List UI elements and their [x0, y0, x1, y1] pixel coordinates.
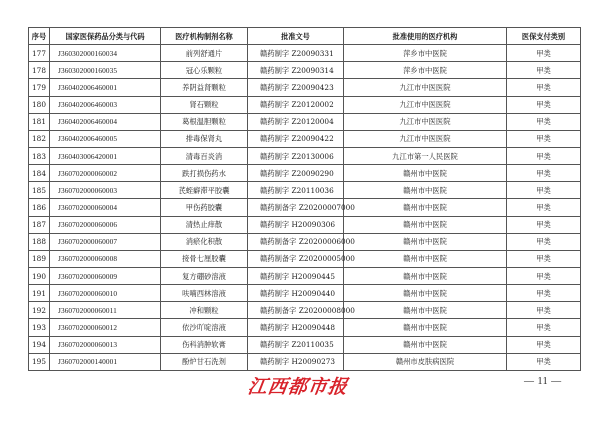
table-row [29, 336, 581, 353]
cell-approval-number: 赣药制字 Z20130006 [248, 147, 344, 164]
page-number: — 11 — [524, 376, 562, 387]
cell-code: J360702000060007 [50, 233, 161, 250]
cell-payment-category: 甲类 [507, 147, 581, 164]
cell-seq: 177 [29, 45, 50, 62]
cell-preparation-name: 呋喃西林溶液 [161, 285, 248, 302]
cell-payment-category: 甲类 [507, 250, 581, 267]
cell-payment-category: 甲类 [507, 113, 581, 130]
header-approval-number: 批准文号 [248, 28, 344, 45]
cell-institution: 赣州市中医院 [344, 285, 507, 302]
cell-seq: 180 [29, 96, 50, 113]
cell-code: J360702000140001 [50, 353, 161, 370]
cell-preparation-name: 葛根温胆颗粒 [161, 113, 248, 130]
table-row [29, 216, 581, 233]
cell-institution: 赣州市皮肤病医院 [344, 353, 507, 370]
table-row [29, 96, 581, 113]
cell-payment-category: 甲类 [507, 182, 581, 199]
table-row [29, 250, 581, 267]
cell-code: J360302000160035 [50, 62, 161, 79]
table-row [29, 165, 581, 182]
cell-seq: 190 [29, 267, 50, 284]
table-body [29, 45, 581, 371]
cell-seq: 189 [29, 250, 50, 267]
table-header-row [29, 28, 581, 45]
table-row [29, 147, 581, 164]
cell-approval-number: 赣药制字 H20090273 [248, 353, 344, 370]
cell-approval-number: 赣药制字 H20090448 [248, 319, 344, 336]
cell-institution: 赣州市中医院 [344, 336, 507, 353]
cell-preparation-name: 接骨七厘胶囊 [161, 250, 248, 267]
cell-code: J360302000160034 [50, 45, 161, 62]
cell-approval-number: 赣药制字 Z20090331 [248, 45, 344, 62]
cell-institution: 九江市中医医院 [344, 79, 507, 96]
cell-payment-category: 甲类 [507, 336, 581, 353]
cell-institution: 九江市中医医院 [344, 96, 507, 113]
cell-preparation-name: 酚炉甘石洗剂 [161, 353, 248, 370]
cell-payment-category: 甲类 [507, 96, 581, 113]
cell-preparation-name: 排毒保肾丸 [161, 130, 248, 147]
cell-seq: 185 [29, 182, 50, 199]
newspaper-logo: 江西都市报 [246, 376, 350, 398]
cell-approval-number: 赣药制字 Z20120002 [248, 96, 344, 113]
cell-code: J360702000060009 [50, 267, 161, 284]
cell-approval-number: 赣药制字 Z20120004 [248, 113, 344, 130]
cell-institution: 九江市第一人民医院 [344, 147, 507, 164]
cell-seq: 191 [29, 285, 50, 302]
cell-code: J360702000060002 [50, 165, 161, 182]
cell-approval-number: 赣药制字 H20090440 [248, 285, 344, 302]
table-row [29, 182, 581, 199]
header-code: 国家医保药品分类与代码 [50, 28, 161, 45]
cell-approval-number: 赣药制字 H20090306 [248, 216, 344, 233]
cell-seq: 192 [29, 302, 50, 319]
table-row [29, 130, 581, 147]
cell-institution: 赣州市中医院 [344, 302, 507, 319]
cell-code: J360702000060004 [50, 199, 161, 216]
cell-code: J360702000060011 [50, 302, 161, 319]
cell-approval-number: 赣药制备字 Z20200007000 [248, 199, 344, 216]
cell-institution: 萍乡市中医院 [344, 45, 507, 62]
table-row [29, 79, 581, 96]
cell-preparation-name: 清毒百炎消 [161, 147, 248, 164]
cell-code: J360702000060003 [50, 182, 161, 199]
cell-payment-category: 甲类 [507, 165, 581, 182]
cell-seq: 182 [29, 130, 50, 147]
cell-preparation-name: 养阴益肾颗粒 [161, 79, 248, 96]
cell-preparation-name: 消瘀化积散 [161, 233, 248, 250]
table-row [29, 113, 581, 130]
table-row [29, 199, 581, 216]
cell-preparation-name: 肾石颗粒 [161, 96, 248, 113]
cell-seq: 183 [29, 147, 50, 164]
cell-institution: 赣州市中医院 [344, 199, 507, 216]
cell-seq: 195 [29, 353, 50, 370]
table-row [29, 285, 581, 302]
cell-payment-category: 甲类 [507, 199, 581, 216]
cell-payment-category: 甲类 [507, 45, 581, 62]
cell-code: J360702000060012 [50, 319, 161, 336]
cell-payment-category: 甲类 [507, 216, 581, 233]
cell-code: J360402006460003 [50, 96, 161, 113]
cell-preparation-name: 冠心乐颗粒 [161, 62, 248, 79]
cell-code: J360402006460005 [50, 130, 161, 147]
cell-preparation-name: 芪蛭癖滞平胶囊 [161, 182, 248, 199]
cell-seq: 194 [29, 336, 50, 353]
cell-seq: 193 [29, 319, 50, 336]
cell-approval-number: 赣药制字 Z20090422 [248, 130, 344, 147]
cell-preparation-name: 前列舒通片 [161, 45, 248, 62]
header-payment-category: 医保支付类别 [507, 28, 581, 45]
header-preparation-name: 医疗机构制剂名称 [161, 28, 248, 45]
cell-payment-category: 甲类 [507, 302, 581, 319]
cell-preparation-name: 复方硼砂溶液 [161, 267, 248, 284]
cell-approval-number: 赣药制备字 Z20200006000 [248, 233, 344, 250]
cell-code: J360403006420001 [50, 147, 161, 164]
table-row [29, 233, 581, 250]
cell-preparation-name: 冲和颗粒 [161, 302, 248, 319]
cell-preparation-name: 甲伤药胶囊 [161, 199, 248, 216]
cell-payment-category: 甲类 [507, 353, 581, 370]
table-row [29, 267, 581, 284]
cell-institution: 赣州市中医院 [344, 319, 507, 336]
cell-approval-number: 赣药制字 Z20090314 [248, 62, 344, 79]
cell-seq: 178 [29, 62, 50, 79]
cell-preparation-name: 清热止痒散 [161, 216, 248, 233]
cell-payment-category: 甲类 [507, 319, 581, 336]
cell-institution: 赣州市中医院 [344, 165, 507, 182]
cell-preparation-name: 伤科消肿软膏 [161, 336, 248, 353]
cell-institution: 萍乡市中医院 [344, 62, 507, 79]
cell-institution: 赣州市中医院 [344, 250, 507, 267]
cell-approval-number: 赣药制字 Z20090290 [248, 165, 344, 182]
cell-approval-number: 赣药制备字 Z20200008000 [248, 302, 344, 319]
cell-institution: 赣州市中医院 [344, 216, 507, 233]
cell-payment-category: 甲类 [507, 267, 581, 284]
cell-approval-number: 赣药制字 Z20110035 [248, 336, 344, 353]
cell-seq: 186 [29, 199, 50, 216]
cell-preparation-name: 依沙吖啶溶液 [161, 319, 248, 336]
cell-institution: 赣州市中医院 [344, 267, 507, 284]
cell-institution: 九江市中医医院 [344, 113, 507, 130]
cell-payment-category: 甲类 [507, 285, 581, 302]
cell-payment-category: 甲类 [507, 79, 581, 96]
cell-seq: 187 [29, 216, 50, 233]
cell-approval-number: 赣药制字 H20090445 [248, 267, 344, 284]
medical-preparations-table [28, 27, 581, 371]
header-institution: 批准使用的医疗机构 [344, 28, 507, 45]
cell-seq: 181 [29, 113, 50, 130]
table-row [29, 302, 581, 319]
cell-code: J360702000060010 [50, 285, 161, 302]
table-row [29, 45, 581, 62]
cell-code: J360402006460004 [50, 113, 161, 130]
table-row [29, 319, 581, 336]
cell-seq: 179 [29, 79, 50, 96]
cell-code: J360702000060006 [50, 216, 161, 233]
cell-payment-category: 甲类 [507, 62, 581, 79]
table-row [29, 353, 581, 370]
cell-approval-number: 赣药制字 Z20090423 [248, 79, 344, 96]
cell-approval-number: 赣药制字 Z20110036 [248, 182, 344, 199]
cell-seq: 184 [29, 165, 50, 182]
header-seq: 序号 [29, 28, 50, 45]
cell-institution: 九江市中医医院 [344, 130, 507, 147]
cell-approval-number: 赣药制备字 Z20200005000 [248, 250, 344, 267]
table-row [29, 62, 581, 79]
cell-institution: 赣州市中医院 [344, 182, 507, 199]
cell-code: J360702000060013 [50, 336, 161, 353]
cell-code: J360702000060008 [50, 250, 161, 267]
cell-payment-category: 甲类 [507, 233, 581, 250]
cell-institution: 赣州市中医院 [344, 233, 507, 250]
cell-payment-category: 甲类 [507, 130, 581, 147]
cell-code: J360402006460001 [50, 79, 161, 96]
cell-seq: 188 [29, 233, 50, 250]
cell-preparation-name: 跌打损伤药水 [161, 165, 248, 182]
